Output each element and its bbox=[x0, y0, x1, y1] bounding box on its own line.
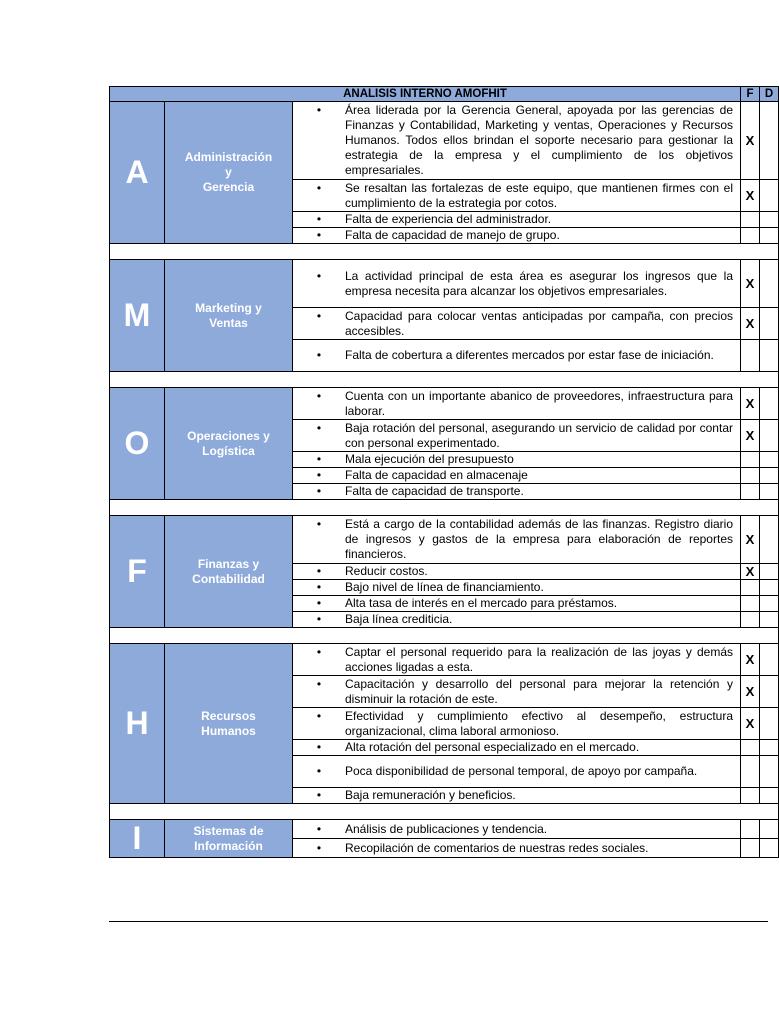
bullet-icon: • bbox=[316, 452, 322, 466]
list-item bbox=[293, 468, 741, 484]
bullet-icon: • bbox=[316, 821, 322, 836]
item-text: Falta de capacidad de transporte. bbox=[345, 484, 524, 498]
item-text: Baja remuneración y beneficios. bbox=[345, 788, 516, 802]
column-header-d: D bbox=[760, 87, 779, 102]
table-row bbox=[110, 516, 779, 564]
debilidad-mark bbox=[760, 468, 779, 484]
item-text: Baja rotación del personal, asegurando un servicio de calidad por contar con personal experimentado. bbox=[345, 420, 733, 450]
section-area-name: Operaciones y Logística bbox=[165, 388, 293, 500]
debilidad-mark bbox=[760, 340, 779, 372]
bullet-icon: • bbox=[316, 708, 322, 723]
item-text: Poca disponibilidad de personal temporal, de apoyo por campaña. bbox=[345, 764, 698, 778]
list-item bbox=[293, 452, 741, 468]
list-item bbox=[293, 820, 741, 839]
fortaleza-mark: X bbox=[741, 388, 760, 420]
fortaleza-mark bbox=[741, 580, 760, 596]
list-item bbox=[293, 340, 741, 372]
debilidad-mark bbox=[760, 596, 779, 612]
fortaleza-mark bbox=[741, 820, 760, 839]
fortaleza-mark bbox=[741, 468, 760, 484]
column-header-f: F bbox=[741, 87, 760, 102]
section-letter: A bbox=[110, 102, 165, 244]
debilidad-mark bbox=[760, 516, 779, 564]
debilidad-mark bbox=[760, 756, 779, 788]
item-text: Baja línea crediticia. bbox=[345, 612, 453, 626]
bullet-icon: • bbox=[316, 268, 322, 283]
item-text: Análisis de publicaciones y tendencia. bbox=[345, 821, 548, 836]
section-gap bbox=[110, 628, 779, 644]
list-item bbox=[293, 308, 741, 340]
bullet-icon: • bbox=[316, 103, 322, 117]
footer-separator-line bbox=[109, 921, 768, 922]
list-item bbox=[293, 580, 741, 596]
bullet-icon: • bbox=[316, 612, 322, 626]
section-area-name: Sistemas de Información bbox=[165, 820, 293, 858]
fortaleza-mark: X bbox=[741, 180, 760, 212]
amofhit-analysis-table bbox=[109, 86, 779, 858]
list-item bbox=[293, 388, 741, 420]
fortaleza-mark: X bbox=[741, 644, 760, 676]
bullet-icon: • bbox=[316, 468, 322, 482]
item-text: Alta rotación del personal especializado en el mercado. bbox=[345, 740, 640, 754]
section-letter: I bbox=[110, 820, 165, 858]
debilidad-mark bbox=[760, 308, 779, 340]
section-letter: M bbox=[110, 260, 165, 372]
fortaleza-mark bbox=[741, 839, 760, 858]
section-area-name: Marketing y Ventas bbox=[165, 260, 293, 372]
fortaleza-mark bbox=[741, 788, 760, 804]
item-text: Falta de cobertura a diferentes mercados por estar fase de iniciación. bbox=[345, 348, 714, 362]
section-gap bbox=[110, 500, 779, 516]
section-area-name: Administración y Gerencia bbox=[165, 102, 293, 244]
debilidad-mark bbox=[760, 612, 779, 628]
item-text: Alta tasa de interés en el mercado para préstamos. bbox=[345, 596, 618, 610]
bullet-icon: • bbox=[316, 788, 322, 802]
section-area-name: Finanzas y Contabilidad bbox=[165, 516, 293, 628]
table-row bbox=[110, 820, 779, 839]
list-item bbox=[293, 260, 741, 308]
debilidad-mark bbox=[760, 839, 779, 858]
bullet-icon: • bbox=[316, 644, 322, 659]
item-text: Mala ejecución del presupuesto bbox=[345, 452, 514, 466]
list-item bbox=[293, 420, 741, 452]
bullet-icon: • bbox=[316, 180, 322, 195]
table-row bbox=[110, 388, 779, 420]
list-item bbox=[293, 756, 741, 788]
section-area-name: Recursos Humanos bbox=[165, 644, 293, 804]
debilidad-mark bbox=[760, 260, 779, 308]
bullet-icon: • bbox=[316, 596, 322, 610]
list-item bbox=[293, 228, 741, 244]
list-item bbox=[293, 516, 741, 564]
item-text: Falta de capacidad de manejo de grupo. bbox=[345, 228, 560, 242]
item-text: Capacitación y desarrollo del personal para mejorar la retención y disminuir la rotación de este. bbox=[345, 676, 733, 706]
bullet-icon: • bbox=[316, 484, 322, 498]
debilidad-mark bbox=[760, 788, 779, 804]
item-text: Cuenta con un importante abanico de proveedores, infraestructura para laborar. bbox=[345, 388, 733, 418]
debilidad-mark bbox=[760, 388, 779, 420]
item-text: Falta de experiencia del administrador. bbox=[345, 212, 552, 226]
table-row bbox=[110, 260, 779, 308]
list-item bbox=[293, 102, 741, 180]
fortaleza-mark bbox=[741, 228, 760, 244]
list-item bbox=[293, 839, 741, 858]
debilidad-mark bbox=[760, 484, 779, 500]
section-gap bbox=[110, 244, 779, 260]
list-item bbox=[293, 788, 741, 804]
fortaleza-mark bbox=[741, 340, 760, 372]
debilidad-mark bbox=[760, 180, 779, 212]
debilidad-mark bbox=[760, 740, 779, 756]
debilidad-mark bbox=[760, 452, 779, 468]
bullet-icon: • bbox=[316, 420, 322, 435]
fortaleza-mark: X bbox=[741, 308, 760, 340]
bullet-icon: • bbox=[316, 212, 322, 226]
item-text: Está a cargo de la contabilidad además de las finanzas. Registro diario de ingresos y gastos de la empresa para elaboración de reportes financieros. bbox=[345, 517, 733, 561]
table-header-row bbox=[110, 87, 779, 102]
section-gap bbox=[110, 804, 779, 820]
debilidad-mark bbox=[760, 676, 779, 708]
fortaleza-mark: X bbox=[741, 516, 760, 564]
fortaleza-mark bbox=[741, 484, 760, 500]
bullet-icon: • bbox=[316, 517, 322, 531]
list-item bbox=[293, 564, 741, 580]
bullet-icon: • bbox=[316, 564, 322, 578]
list-item bbox=[293, 676, 741, 708]
fortaleza-mark: X bbox=[741, 102, 760, 180]
list-item bbox=[293, 708, 741, 740]
debilidad-mark bbox=[760, 820, 779, 839]
item-text: Bajo nivel de línea de financiamiento. bbox=[345, 580, 544, 594]
section-letter: H bbox=[110, 644, 165, 804]
item-text: Efectividad y cumplimiento efectivo al desempeño, estructura organizacional, clima laboral armonioso. bbox=[345, 708, 733, 738]
list-item bbox=[293, 612, 741, 628]
list-item bbox=[293, 212, 741, 228]
item-text: Reducir costos. bbox=[345, 564, 428, 578]
debilidad-mark bbox=[760, 228, 779, 244]
bullet-icon: • bbox=[316, 580, 322, 594]
table-row bbox=[110, 102, 779, 180]
list-item bbox=[293, 484, 741, 500]
fortaleza-mark bbox=[741, 740, 760, 756]
item-text: Área liderada por la Gerencia General, apoyada por las gerencias de Finanzas y Contabilidad, Marketing y ventas, Operaciones y Recursos Humanos. Todos ellos brindan el soporte necesario para gestionar la estrategia de la empresa y el cumplimiento de los objetivos empresariales. bbox=[345, 103, 733, 177]
item-text: Se resaltan las fortalezas de este equipo, que mantienen firmes con el cumplimiento de la estrategia por cotos. bbox=[345, 180, 733, 210]
table-title: ANALISIS INTERNO AMOFHIT bbox=[110, 87, 741, 102]
fortaleza-mark bbox=[741, 212, 760, 228]
fortaleza-mark: X bbox=[741, 260, 760, 308]
list-item bbox=[293, 180, 741, 212]
fortaleza-mark: X bbox=[741, 676, 760, 708]
section-letter: F bbox=[110, 516, 165, 628]
list-item bbox=[293, 644, 741, 676]
fortaleza-mark: X bbox=[741, 564, 760, 580]
debilidad-mark bbox=[760, 564, 779, 580]
fortaleza-mark: X bbox=[741, 420, 760, 452]
item-text: Captar el personal requerido para la realización de las joyas y demás acciones ligadas a esta. bbox=[345, 644, 733, 674]
debilidad-mark bbox=[760, 420, 779, 452]
debilidad-mark bbox=[760, 102, 779, 180]
debilidad-mark bbox=[760, 708, 779, 740]
bullet-icon: • bbox=[316, 740, 322, 754]
section-letter: O bbox=[110, 388, 165, 500]
table-row bbox=[110, 644, 779, 676]
fortaleza-mark bbox=[741, 596, 760, 612]
bullet-icon: • bbox=[316, 764, 322, 778]
item-text: Capacidad para colocar ventas anticipadas por campaña, con precios accesibles. bbox=[345, 308, 733, 338]
item-text: Recopilación de comentarios de nuestras redes sociales. bbox=[345, 840, 649, 855]
bullet-icon: • bbox=[316, 676, 322, 691]
bullet-icon: • bbox=[316, 348, 322, 362]
item-text: La actividad principal de esta área es asegurar los ingresos que la empresa necesita para alcanzar los objetivos empresariales. bbox=[345, 268, 733, 298]
fortaleza-mark: X bbox=[741, 708, 760, 740]
fortaleza-mark bbox=[741, 452, 760, 468]
debilidad-mark bbox=[760, 580, 779, 596]
bullet-icon: • bbox=[316, 840, 322, 855]
section-gap bbox=[110, 372, 779, 388]
fortaleza-mark bbox=[741, 612, 760, 628]
bullet-icon: • bbox=[316, 388, 322, 403]
debilidad-mark bbox=[760, 644, 779, 676]
bullet-icon: • bbox=[316, 228, 322, 242]
fortaleza-mark bbox=[741, 756, 760, 788]
list-item bbox=[293, 740, 741, 756]
debilidad-mark bbox=[760, 212, 779, 228]
list-item bbox=[293, 596, 741, 612]
item-text: Falta de capacidad en almacenaje bbox=[345, 468, 528, 482]
bullet-icon: • bbox=[316, 308, 322, 323]
